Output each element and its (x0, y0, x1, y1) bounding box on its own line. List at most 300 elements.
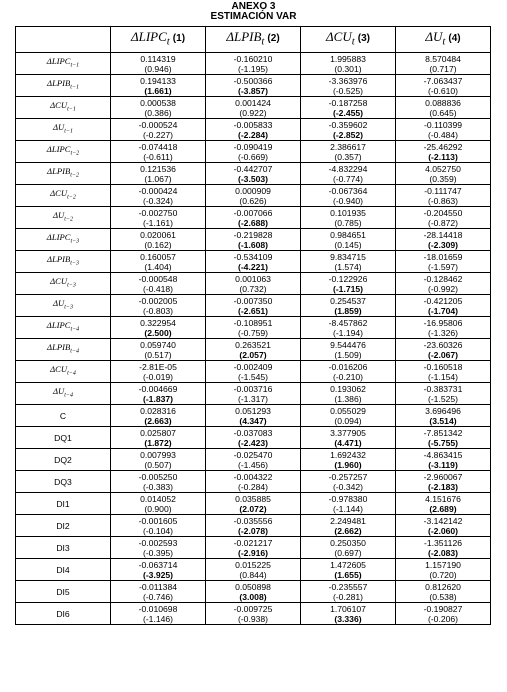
coefficient-value: 0.250350 (330, 537, 366, 548)
row-label-name: ΔLPIB (47, 78, 71, 89)
t-statistic: (-0.803) (142, 305, 174, 316)
coefficient-value: 0.001063 (235, 273, 271, 284)
table-row (16, 75, 491, 97)
coefficient-cell (301, 185, 396, 207)
coefficient-cell (111, 53, 206, 75)
row-label-name: ΔU (53, 386, 65, 397)
t-statistic: (-2.113) (428, 151, 458, 162)
coefficient-cell (111, 493, 206, 515)
t-statistic: (1.574) (334, 261, 362, 272)
coefficient-value: -0.010698 (138, 603, 178, 614)
coefficient-value: 3.377905 (330, 427, 366, 438)
table-row (16, 163, 491, 185)
t-statistic: (1.386) (334, 393, 362, 404)
coefficient-cell (111, 361, 206, 383)
row-label-name: DI3 (56, 542, 70, 553)
coefficient-cell (206, 471, 301, 493)
coefficient-cell (301, 273, 396, 295)
coefficient-value: -0.000424 (138, 185, 178, 196)
t-statistic: (0.357) (334, 151, 362, 162)
coefficient-cell (111, 97, 206, 119)
coefficient-cell (111, 339, 206, 361)
coefficient-value: 9.834715 (330, 251, 366, 262)
coefficient-value: -0.111747 (424, 185, 462, 196)
coefficient-value: -0.007350 (233, 295, 273, 306)
table-row (16, 537, 491, 559)
table-row (16, 383, 491, 405)
coefficient-cell (301, 449, 396, 471)
header-corner-cell (16, 27, 111, 53)
coefficient-cell (206, 603, 301, 625)
t-statistic: (-0.872) (427, 217, 459, 228)
coefficient-cell (111, 251, 206, 273)
coefficient-cell (111, 515, 206, 537)
row-label-subscript: t−1 (67, 106, 76, 113)
coefficient-value: -0.011384 (138, 581, 178, 592)
coefficient-value: -0.108951 (233, 317, 273, 328)
coefficient-cell (396, 273, 491, 295)
row-label (16, 361, 111, 383)
row-label (16, 251, 111, 273)
t-statistic: (0.626) (239, 195, 267, 206)
coefficient-value: 0.114319 (140, 53, 176, 64)
coefficient-value: 8.570484 (425, 53, 461, 64)
t-statistic: (-1.608) (237, 239, 269, 250)
t-statistic: (0.732) (239, 283, 267, 294)
table-row (16, 405, 491, 427)
t-statistic: (-0.395) (142, 547, 174, 558)
coefficient-value: -0.002005 (138, 295, 178, 306)
t-statistic: (-0.774) (332, 173, 364, 184)
coefficient-cell (301, 603, 396, 625)
coefficient-value: 0.984651 (330, 229, 366, 240)
coefficient-cell (111, 163, 206, 185)
coefficient-value: 0.059740 (140, 339, 176, 350)
table-row (16, 119, 491, 141)
coefficient-cell (301, 163, 396, 185)
table-row (16, 559, 491, 581)
coefficient-cell (301, 229, 396, 251)
coefficient-value: -18.01659 (423, 251, 463, 262)
coefficient-cell (396, 75, 491, 97)
t-statistic: (2.662) (334, 525, 362, 536)
t-statistic: (-2.083) (427, 547, 459, 558)
coefficient-value: 0.263521 (235, 339, 271, 350)
coefficient-value: -0.122926 (328, 273, 368, 284)
row-label-name: ΔLIPC (46, 144, 71, 155)
row-label-name: DI2 (56, 520, 70, 531)
coefficient-cell (206, 405, 301, 427)
coefficient-value: -0.005250 (138, 471, 178, 482)
t-statistic: (2.500) (144, 327, 172, 338)
t-statistic: (-2.067) (427, 349, 459, 360)
row-label (16, 471, 111, 493)
coefficient-value: -0.235557 (328, 581, 368, 592)
row-label-name: ΔCU (50, 364, 68, 375)
coefficient-value: -23.60326 (423, 339, 463, 350)
t-statistic: (-2.078) (237, 525, 269, 536)
row-label-name: ΔCU (50, 188, 68, 199)
t-statistic: (-4.221) (237, 261, 269, 272)
coefficient-cell (111, 405, 206, 427)
t-statistic: (-1.715) (332, 283, 364, 294)
t-statistic: (-0.281) (332, 591, 364, 602)
coefficient-cell (396, 163, 491, 185)
coefficient-cell (301, 471, 396, 493)
t-statistic: (0.162) (144, 239, 172, 250)
coefficient-value: 2.386617 (330, 141, 366, 152)
table-row (16, 361, 491, 383)
t-statistic: (-2.651) (237, 305, 269, 316)
row-label-subscript: t−2 (67, 194, 76, 201)
coefficient-cell (111, 75, 206, 97)
coefficient-value: 0.000538 (140, 97, 176, 108)
coefficient-value: -1.351126 (423, 537, 463, 548)
row-label-name: ΔCU (50, 100, 68, 111)
t-statistic: (-0.324) (142, 195, 174, 206)
coefficient-value: 0.322954 (140, 317, 176, 328)
row-label-name: ΔLPIB (47, 166, 71, 177)
coefficient-cell (206, 361, 301, 383)
coefficient-cell (301, 53, 396, 75)
column-header: $\Delta LIPC_t$ (1) (111, 27, 206, 53)
coefficient-cell (206, 581, 301, 603)
coefficient-cell (206, 273, 301, 295)
coefficient-value: -0.500366 (233, 75, 273, 86)
t-statistic: (-3.503) (237, 173, 269, 184)
coefficient-value: -0.002593 (138, 537, 178, 548)
coefficient-cell (301, 515, 396, 537)
t-statistic: (-0.284) (237, 481, 269, 492)
coefficient-cell (206, 229, 301, 251)
coefficient-value: -0.442707 (233, 163, 273, 174)
coefficient-cell (301, 141, 396, 163)
coefficient-cell (206, 53, 301, 75)
coefficient-value: 1.692432 (330, 449, 366, 460)
coefficient-value: -0.978380 (328, 493, 368, 504)
coefficient-value: -0.534109 (233, 251, 273, 262)
t-statistic: (-3.925) (142, 569, 174, 580)
coefficient-value: -28.14418 (423, 229, 463, 240)
coefficient-cell (206, 141, 301, 163)
row-label (16, 405, 111, 427)
t-statistic: (-3.857) (237, 85, 269, 96)
t-statistic: (-3.119) (428, 459, 458, 470)
coefficient-cell (396, 493, 491, 515)
coefficient-value: -3.363976 (328, 75, 368, 86)
coefficient-cell (301, 427, 396, 449)
coefficient-value: 0.088836 (425, 97, 461, 108)
t-statistic: (-0.863) (427, 195, 459, 206)
row-label (16, 163, 111, 185)
column-header: $\Delta CU_t$ (3) (301, 27, 396, 53)
coefficient-cell (396, 251, 491, 273)
t-statistic: (-1.195) (237, 63, 269, 74)
row-label (16, 185, 111, 207)
coefficient-value: 0.028316 (140, 405, 176, 416)
coefficient-value: 0.050898 (235, 581, 271, 592)
t-statistic: (-2.455) (332, 107, 364, 118)
row-label (16, 493, 111, 515)
coefficient-value: -25.46292 (423, 141, 463, 152)
t-statistic: (-1.326) (427, 327, 459, 338)
table-row (16, 493, 491, 515)
t-statistic: (-0.210) (332, 371, 364, 382)
t-statistic: (-1.144) (332, 503, 364, 514)
t-statistic: (-1.525) (427, 393, 459, 404)
t-statistic: (4.471) (334, 437, 362, 448)
t-statistic: (-2.309) (427, 239, 459, 250)
coefficient-cell (396, 427, 491, 449)
table-header-row (16, 27, 491, 53)
coefficient-cell (301, 119, 396, 141)
table-row (16, 207, 491, 229)
t-statistic: (-2.688) (237, 217, 269, 228)
column-header: $\Delta LPIB_t$ (2) (206, 27, 301, 53)
t-statistic: (-2.183) (427, 481, 459, 492)
coefficient-value: 9.544476 (330, 339, 366, 350)
t-statistic: (0.507) (144, 459, 172, 470)
row-label (16, 53, 111, 75)
row-label-subscript: t−3 (70, 260, 79, 267)
t-statistic: (-0.992) (427, 283, 459, 294)
table-row (16, 317, 491, 339)
coefficient-value: 0.014052 (140, 493, 176, 504)
coefficient-value: -0.128462 (423, 273, 463, 284)
coefficient-cell (111, 273, 206, 295)
coefficient-cell (206, 207, 301, 229)
coefficient-value: -0.160210 (233, 53, 273, 64)
column-header: $\Delta U_t$ (4) (396, 27, 491, 53)
coefficient-value: -0.003716 (233, 383, 273, 394)
coefficient-cell (396, 361, 491, 383)
coefficient-value: 0.025807 (140, 427, 176, 438)
coefficient-cell (396, 405, 491, 427)
coefficient-value: -0.090419 (233, 141, 273, 152)
t-statistic: (-2.060) (427, 525, 459, 536)
row-label-name: ΔU (53, 210, 65, 221)
coefficient-value: -0.037083 (233, 427, 273, 438)
coefficient-cell (111, 537, 206, 559)
coefficient-cell (301, 317, 396, 339)
coefficient-cell (111, 603, 206, 625)
row-label (16, 97, 111, 119)
t-statistic: (-0.938) (237, 613, 269, 624)
t-statistic: (2.072) (239, 503, 267, 514)
coefficient-value: -0.257257 (328, 471, 368, 482)
coefficient-value: -0.074418 (138, 141, 178, 152)
t-statistic: (-1.154) (427, 371, 459, 382)
coefficient-value: -0.035556 (233, 515, 273, 526)
t-statistic: (-0.940) (332, 195, 364, 206)
coefficient-cell (301, 581, 396, 603)
t-statistic: (-2.423) (237, 437, 269, 448)
t-statistic: (1.859) (334, 305, 362, 316)
coefficient-value: -0.021217 (233, 537, 273, 548)
coefficient-cell (206, 559, 301, 581)
coefficient-cell (301, 361, 396, 383)
t-statistic: (-0.418) (142, 283, 174, 294)
coefficient-cell (396, 119, 491, 141)
row-label-subscript: t−2 (70, 150, 80, 157)
t-statistic: (0.538) (429, 591, 457, 602)
coefficient-value: 0.254537 (330, 295, 366, 306)
table-row (16, 141, 491, 163)
coefficient-value: 0.051293 (235, 405, 271, 416)
table-row (16, 97, 491, 119)
coefficient-value: -0.204550 (423, 207, 463, 218)
table-row (16, 603, 491, 625)
row-label (16, 515, 111, 537)
t-statistic: (0.301) (334, 63, 362, 74)
t-statistic: (-0.759) (237, 327, 269, 338)
table-row (16, 515, 491, 537)
t-statistic: (0.717) (429, 63, 457, 74)
coefficient-value: -7.851342 (423, 427, 463, 438)
t-statistic: (0.697) (334, 547, 362, 558)
coefficient-value: 4.052750 (425, 163, 461, 174)
coefficient-cell (396, 97, 491, 119)
coefficient-value: -0.009725 (233, 603, 273, 614)
coefficient-cell (396, 295, 491, 317)
row-label-name: C (59, 410, 67, 421)
coefficient-value: -0.219828 (233, 229, 273, 240)
coefficient-cell (111, 383, 206, 405)
row-label-name: ΔCU (50, 276, 68, 287)
coefficient-value: 0.101935 (330, 207, 366, 218)
table-row (16, 339, 491, 361)
coefficient-value: 1.157190 (425, 559, 461, 570)
coefficient-value: 0.121536 (140, 163, 176, 174)
t-statistic: (0.145) (334, 239, 362, 250)
t-statistic: (0.844) (239, 569, 267, 580)
t-statistic: (0.359) (429, 173, 457, 184)
coefficient-cell (396, 229, 491, 251)
t-statistic: (1.655) (334, 569, 362, 580)
table-row (16, 581, 491, 603)
coefficient-cell (301, 251, 396, 273)
t-statistic: (-0.227) (142, 129, 174, 140)
coefficient-value: 0.020061 (140, 229, 176, 240)
coefficient-value: -0.007066 (233, 207, 273, 218)
row-label-subscript: t−3 (64, 304, 73, 311)
coefficient-value: 0.000909 (235, 185, 271, 196)
row-label (16, 603, 111, 625)
row-label (16, 119, 111, 141)
row-label (16, 383, 111, 405)
coefficient-value: -0.110399 (423, 119, 463, 130)
t-statistic: (-0.342) (332, 481, 364, 492)
coefficient-cell (301, 559, 396, 581)
coefficient-cell (206, 97, 301, 119)
coefficient-value: -0.002409 (233, 361, 273, 372)
row-label-subscript: t−1 (70, 84, 79, 91)
coefficient-value: -16.95806 (423, 317, 463, 328)
coefficient-cell (396, 53, 491, 75)
t-statistic: (0.645) (429, 107, 457, 118)
coefficient-cell (206, 515, 301, 537)
var-estimation-table (15, 26, 491, 625)
coefficient-cell (111, 229, 206, 251)
coefficient-value: 0.035885 (235, 493, 271, 504)
row-label-name: ΔLPIB (47, 254, 71, 265)
table-row (16, 471, 491, 493)
row-label-subscript: t−4 (64, 392, 73, 399)
coefficient-cell (206, 317, 301, 339)
coefficient-value: -0.000524 (138, 119, 178, 130)
table-body (16, 53, 491, 625)
coefficient-cell (111, 581, 206, 603)
coefficient-cell (206, 295, 301, 317)
coefficient-cell (111, 207, 206, 229)
coefficient-cell (206, 427, 301, 449)
coefficient-cell (206, 383, 301, 405)
t-statistic: (-5.755) (427, 437, 459, 448)
t-statistic: (1.404) (144, 261, 172, 272)
coefficient-value: 0.160057 (140, 251, 176, 262)
coefficient-cell (396, 559, 491, 581)
coefficient-cell (396, 317, 491, 339)
coefficient-cell (206, 251, 301, 273)
coefficient-cell (111, 119, 206, 141)
row-label-name: ΔU (53, 122, 65, 133)
coefficient-cell (396, 581, 491, 603)
row-label-subscript: t−1 (70, 62, 80, 69)
table-row (16, 229, 491, 251)
table-row (16, 295, 491, 317)
coefficient-value: -0.000548 (138, 273, 178, 284)
coefficient-cell (111, 449, 206, 471)
coefficient-value: -0.160518 (423, 361, 463, 372)
row-label (16, 207, 111, 229)
t-statistic: (0.720) (429, 569, 457, 580)
row-label-name: DI5 (56, 586, 70, 597)
coefficient-value: -0.359602 (328, 119, 368, 130)
t-statistic: (2.057) (239, 349, 267, 360)
row-label-name: DQ1 (54, 432, 72, 443)
row-label-name: DQ3 (54, 476, 72, 487)
row-label (16, 273, 111, 295)
row-label (16, 559, 111, 581)
coefficient-cell (301, 383, 396, 405)
coefficient-value: -0.025470 (233, 449, 273, 460)
coefficient-cell (301, 339, 396, 361)
t-statistic: (-0.104) (142, 525, 174, 536)
coefficient-cell (396, 537, 491, 559)
coefficient-value: -0.190827 (423, 603, 463, 614)
row-label-subscript: t−2 (70, 172, 79, 179)
t-statistic: (1.067) (144, 173, 172, 184)
coefficient-value: 0.055029 (330, 405, 366, 416)
table-row (16, 185, 491, 207)
coefficient-cell (206, 119, 301, 141)
coefficient-value: -0.383731 (423, 383, 463, 394)
coefficient-cell (111, 427, 206, 449)
coefficient-cell (301, 493, 396, 515)
row-label (16, 339, 111, 361)
row-label (16, 295, 111, 317)
coefficient-value: -0.063714 (138, 559, 178, 570)
coefficient-cell (111, 185, 206, 207)
row-label-subscript: t−4 (70, 326, 80, 333)
row-label-subscript: t−3 (70, 238, 80, 245)
row-label-name: ΔLIPC (46, 320, 71, 331)
row-label (16, 581, 111, 603)
coefficient-value: 0.194133 (140, 75, 176, 86)
coefficient-value: -4.863415 (423, 449, 463, 460)
t-statistic: (0.785) (334, 217, 362, 228)
coefficient-value: -0.004322 (233, 471, 273, 482)
